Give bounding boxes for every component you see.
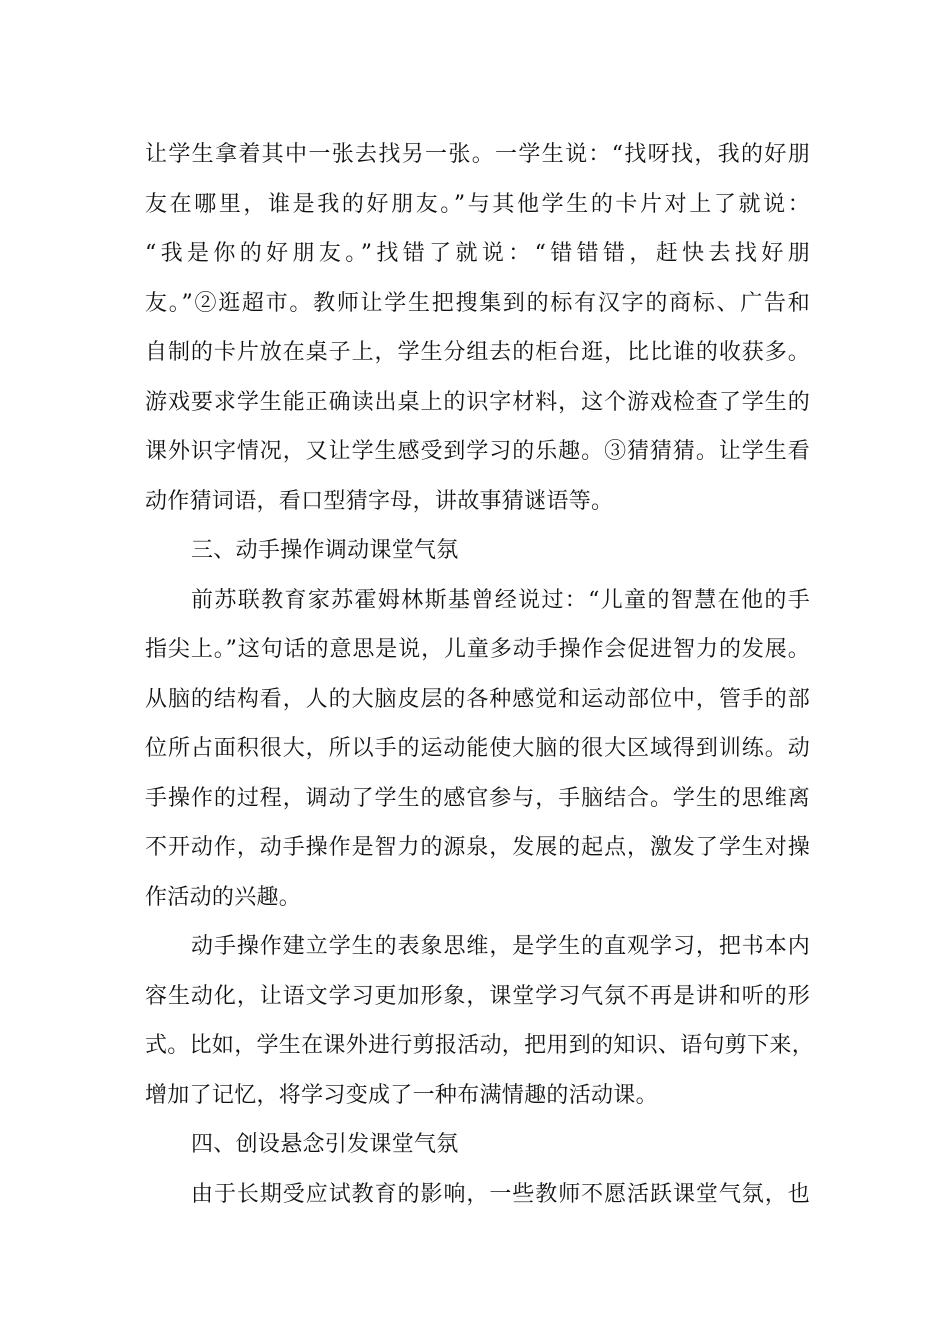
section-heading: 三、动手操作调动课堂气氛 xyxy=(191,538,459,563)
text-line: 作活动的兴趣。 xyxy=(145,884,302,910)
text-line: 友。”②逛超市。教师让学生把搜集到的标有汉字的商标、广告和 xyxy=(145,290,810,316)
document-body xyxy=(145,130,815,1219)
text-line: 由于长期受应试教育的影响，一些教师不愿活跃课堂气氛，也 xyxy=(191,1181,810,1207)
text-line: 动作猜词语，看口型猜字母，讲故事猜谜语等。 xyxy=(145,488,614,514)
text-line: 式。比如，学生在课外进行剪报活动，把用到的知识、语句剪下来， xyxy=(145,1033,815,1058)
text-line: 指尖上。”这句话的意思是说，儿童多动手操作会促进智力的发展。 xyxy=(145,637,810,662)
text-line: 动手操作建立学生的表象思维，是学生的直观学习，把书本内 xyxy=(191,934,810,959)
text-line: 不开动作，动手操作是智力的源泉，发展的起点，激发了学生对操 xyxy=(145,835,810,860)
text-line: 游戏要求学生能正确读出桌上的识字材料，这个游戏检查了学生的 xyxy=(145,389,810,415)
text-line: 课外识字情况，又让学生感受到学习的乐趣。③猜猜猜。让学生看 xyxy=(145,439,810,464)
text-line: 容生动化，让语文学习更加形象，课堂学习气氛不再是讲和听的形 xyxy=(145,983,810,1009)
text-line: 前苏联教育家苏霍姆林斯基曾经说过：“儿童的智慧在他的手 xyxy=(191,587,810,613)
text-line: 位所占面积很大，所以手的运动能使大脑的很大区域得到训练。动 xyxy=(145,736,810,761)
text-line: 友在哪里，谁是我的好朋友。”与其他学生的卡片对上了就说： xyxy=(145,191,810,217)
text-line: 从脑的结构看，人的大脑皮层的各种感觉和运动部位中，管手的部 xyxy=(145,686,810,712)
text-line: 手操作的过程，调动了学生的感官参与，手脑结合。学生的思维离 xyxy=(145,785,810,811)
section-heading: 四、创设悬念引发课堂气氛 xyxy=(191,1132,459,1157)
text-line: 自制的卡片放在桌子上，学生分组去的柜台逛，比比谁的收获多。 xyxy=(145,340,810,365)
text-line: 增加了记忆，将学习变成了一种布满情趣的活动课。 xyxy=(145,1082,658,1108)
text-line: 让学生拿着其中一张去找另一张。一学生说：“找呀找，我的好朋 xyxy=(145,142,810,167)
text-line: “我是你的好朋友。”找错了就说：“错错错，赶快去找好朋 xyxy=(145,241,810,266)
